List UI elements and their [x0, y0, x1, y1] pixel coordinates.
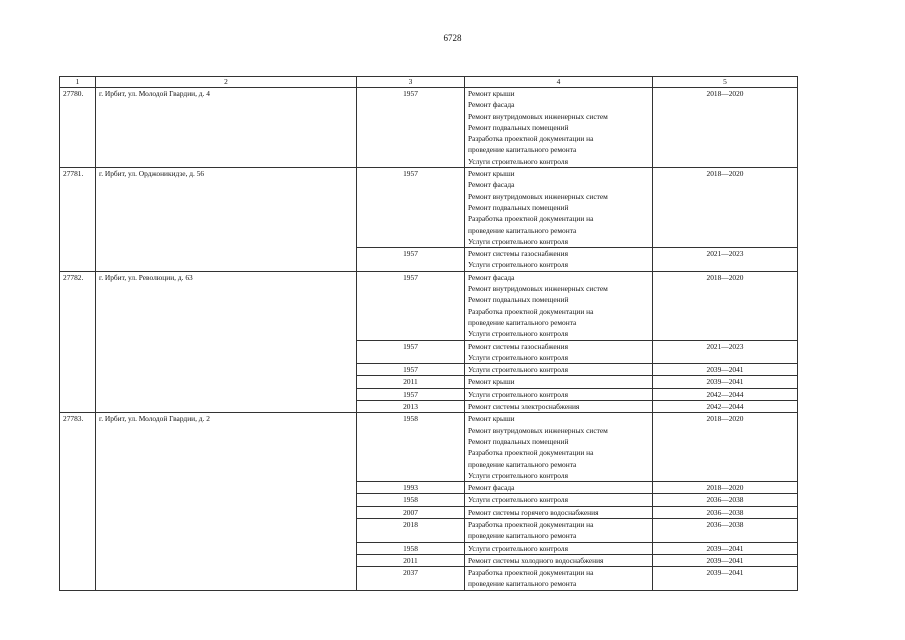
build-year: 1958 — [357, 542, 465, 554]
table-row — [60, 88, 798, 168]
build-year: 1957 — [357, 340, 465, 364]
work-types — [465, 482, 653, 494]
table-row — [60, 271, 798, 340]
work-period: 2018—2020 — [653, 168, 798, 248]
work-period: 2042—2044 — [653, 401, 798, 413]
work-types — [465, 401, 653, 413]
build-year: 2018 — [357, 518, 465, 542]
work-item: Услуги строительного контроля — [468, 329, 568, 339]
work-item: Ремонт системы газоснабжения — [468, 249, 568, 259]
work-item: Услуги строительного контроля — [468, 352, 568, 362]
record-address: г. Ирбит, ул. Молодой Гвардии, д. 4 — [96, 88, 357, 168]
work-item: Разработка проектной документации на — [468, 519, 594, 529]
work-period: 2039—2041 — [653, 542, 798, 554]
work-period: 2042—2044 — [653, 388, 798, 400]
header-cell: 1 — [60, 77, 96, 88]
work-period: 2018—2020 — [653, 413, 798, 482]
work-item: Услуги строительного контроля — [468, 543, 568, 553]
work-item: Ремонт фасада — [468, 272, 515, 282]
build-year: 1958 — [357, 413, 465, 482]
work-period: 2039—2041 — [653, 554, 798, 566]
work-item: Ремонт внутридомовых инженерных систем — [468, 425, 608, 435]
build-year: 2007 — [357, 506, 465, 518]
work-item: Услуги строительного контроля — [468, 470, 568, 480]
work-item: Ремонт внутридомовых инженерных систем — [468, 191, 608, 201]
work-item: Разработка проектной документации на — [468, 134, 594, 144]
work-period: 2018—2020 — [653, 88, 798, 168]
work-item: Ремонт подвальных помещений — [468, 122, 569, 132]
work-item: Ремонт крыши — [468, 169, 515, 179]
work-types — [465, 413, 653, 482]
record-id: 27781. — [60, 168, 96, 272]
work-item: Разработка проектной документации на — [468, 568, 594, 578]
work-item: Услуги строительного контроля — [468, 236, 568, 246]
build-year: 2011 — [357, 376, 465, 388]
table-row — [60, 413, 798, 482]
record-id: 27783. — [60, 413, 96, 590]
work-item: Ремонт подвальных помещений — [468, 202, 569, 212]
work-item: проведение капитального ремонта — [468, 145, 577, 155]
build-year: 1957 — [357, 168, 465, 248]
build-year: 1957 — [357, 388, 465, 400]
build-year: 2013 — [357, 401, 465, 413]
work-item: Разработка проектной документации на — [468, 306, 594, 316]
header-cell: 4 — [465, 77, 653, 88]
work-item: Ремонт фасада — [468, 100, 515, 110]
work-item: Ремонт подвальных помещений — [468, 436, 569, 446]
work-item: Разработка проектной документации на — [468, 214, 594, 224]
work-item: Услуги строительного контроля — [468, 260, 568, 270]
header-cell: 2 — [96, 77, 357, 88]
work-period: 2021—2023 — [653, 248, 798, 272]
work-item: Ремонт системы горячего водоснабжения — [468, 507, 599, 517]
work-types — [465, 271, 653, 340]
work-period: 2036—2038 — [653, 494, 798, 506]
record-address: г. Ирбит, ул. Революции, д. 63 — [96, 271, 357, 413]
page-number: 6728 — [443, 33, 462, 43]
build-year: 1958 — [357, 494, 465, 506]
work-period: 2039—2041 — [653, 376, 798, 388]
build-year: 1957 — [357, 271, 465, 340]
work-item: Ремонт системы газоснабжения — [468, 341, 568, 351]
work-period: 2036—2038 — [653, 506, 798, 518]
work-period: 2021—2023 — [653, 340, 798, 364]
work-item: Ремонт внутридомовых инженерных систем — [468, 284, 608, 294]
work-types — [465, 506, 653, 518]
build-year: 2037 — [357, 567, 465, 591]
build-year: 2011 — [357, 554, 465, 566]
work-types — [465, 168, 653, 248]
work-item: Ремонт системы электроснабжения — [468, 402, 580, 412]
work-period: 2039—2041 — [653, 364, 798, 376]
work-item: Ремонт системы холодного водоснабжения — [468, 555, 604, 565]
work-types — [465, 364, 653, 376]
work-item: проведение капитального ремонта — [468, 317, 577, 327]
work-item: проведение капитального ремонта — [468, 579, 577, 589]
work-item: проведение капитального ремонта — [468, 459, 577, 469]
build-year: 1993 — [357, 482, 465, 494]
work-types — [465, 542, 653, 554]
work-item: проведение капитального ремонта — [468, 531, 577, 541]
work-types — [465, 376, 653, 388]
work-item: Ремонт внутридомовых инженерных систем — [468, 111, 608, 121]
work-item: Услуги строительного контроля — [468, 495, 568, 505]
work-types — [465, 88, 653, 168]
table-row — [60, 168, 798, 248]
repair-schedule-table — [59, 76, 798, 591]
record-id: 27780. — [60, 88, 96, 168]
work-item: Ремонт подвальных помещений — [468, 295, 569, 305]
work-types — [465, 554, 653, 566]
work-period: 2036—2038 — [653, 518, 798, 542]
work-item: Ремонт крыши — [468, 89, 515, 98]
work-types — [465, 340, 653, 364]
work-item: Ремонт фасада — [468, 180, 515, 190]
work-item: Услуги строительного контроля — [468, 156, 568, 166]
work-item: Ремонт крыши — [468, 414, 515, 424]
header-cell: 5 — [653, 77, 798, 88]
build-year: 1957 — [357, 88, 465, 168]
work-types — [465, 388, 653, 400]
build-year: 1957 — [357, 364, 465, 376]
work-types — [465, 248, 653, 272]
header-cell: 3 — [357, 77, 465, 88]
build-year: 1957 — [357, 248, 465, 272]
work-item: Услуги строительного контроля — [468, 365, 568, 375]
work-item: Ремонт фасада — [468, 483, 515, 493]
record-address: г. Ирбит, ул. Орджоникидзе, д. 56 — [96, 168, 357, 272]
work-period: 2039—2041 — [653, 567, 798, 591]
header-row — [60, 77, 798, 88]
work-period: 2018—2020 — [653, 482, 798, 494]
work-item: Услуги строительного контроля — [468, 389, 568, 399]
work-types — [465, 567, 653, 591]
work-item: Разработка проектной документации на — [468, 448, 594, 458]
work-types — [465, 494, 653, 506]
work-item: Ремонт крыши — [468, 377, 515, 387]
work-period: 2018—2020 — [653, 271, 798, 340]
work-types — [465, 518, 653, 542]
record-id: 27782. — [60, 271, 96, 413]
record-address: г. Ирбит, ул. Молодой Гвардии, д. 2 — [96, 413, 357, 590]
work-item: проведение капитального ремонта — [468, 225, 577, 235]
